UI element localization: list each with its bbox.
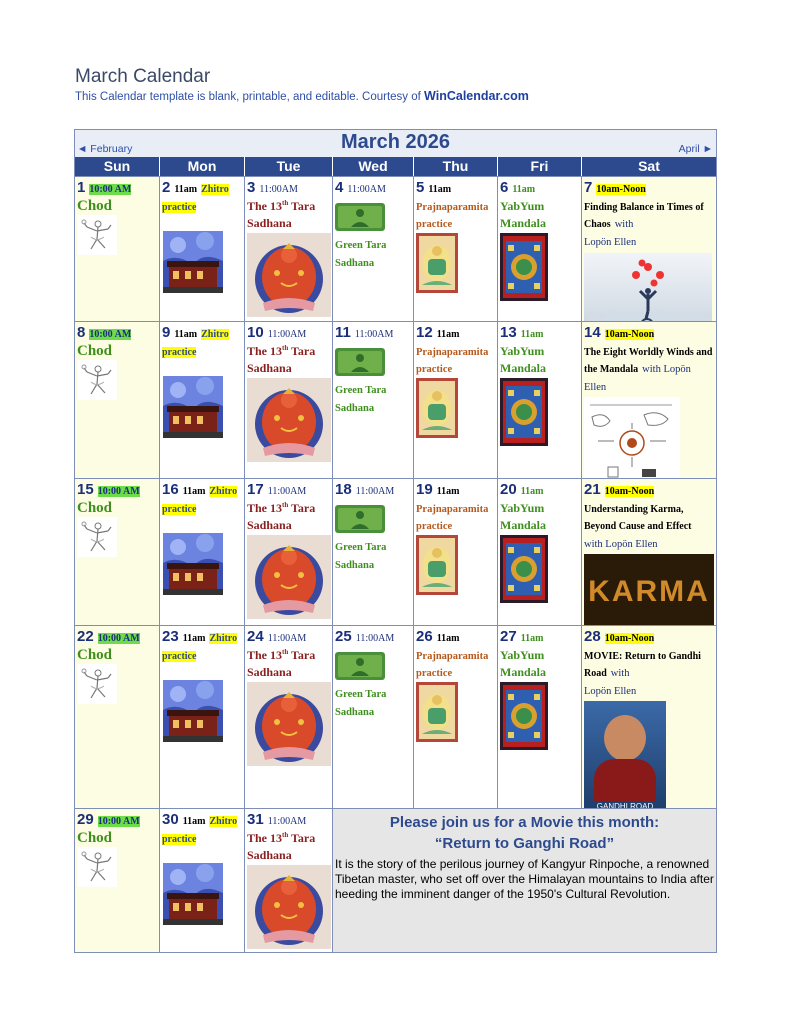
day-cell[interactable] (582, 177, 716, 321)
event-time: 11:00AM (267, 486, 307, 497)
day-cell[interactable] (582, 479, 716, 625)
date-number: 25 (335, 628, 352, 645)
subtitle-text: This Calendar template is blank, printable, and editable. Courtesy of (75, 91, 421, 103)
movie-description: It is the story of the perilous journey of Kangyur Rinpoche, a renowned Tibetan master, who set off over the Himalayan mountains to India after heeding the imminent danger of the 1950's Cultural Revolution. (335, 857, 714, 901)
event-subtitle: Mandala (500, 665, 547, 680)
date-number: 11 (335, 324, 351, 341)
event-title[interactable]: Green Tara (335, 385, 387, 397)
event-title[interactable]: The Eight Worldly Winds and the Mandala (584, 346, 713, 376)
date-number: 6 (500, 179, 509, 196)
event-title[interactable]: YabYum (500, 647, 545, 662)
date-number: 2 (162, 179, 171, 196)
event-time: 10am-Noon (596, 184, 646, 195)
date-number: 28 (584, 628, 601, 645)
page-subtitle (75, 89, 529, 103)
date-number: 29 (77, 811, 94, 828)
day-cell[interactable] (75, 479, 160, 625)
event-title[interactable]: Chod (77, 342, 113, 359)
calendar (74, 129, 717, 953)
event-time: 10:00 AM (97, 633, 140, 644)
day-cell[interactable] (498, 479, 582, 625)
event-title[interactable]: MOVIE: Return to Gandhi Road (584, 650, 701, 680)
day-sun: Sun (75, 157, 160, 176)
karma-image (584, 554, 714, 625)
event-title[interactable]: Green Tara (335, 240, 387, 252)
event-time: 10:00 AM (89, 329, 132, 340)
yabyum-mandala-icon (500, 378, 548, 446)
event-time: 10:00 AM (89, 184, 132, 195)
event-subtitle: Mandala (500, 518, 547, 533)
event-subtitle: Sadhana (247, 665, 292, 680)
day-tue: Tue (245, 157, 333, 176)
event-subtitle: Sadhana (247, 361, 292, 376)
day-mon: Mon (160, 157, 245, 176)
event-title[interactable]: Zhitro (209, 633, 238, 644)
date-number: 15 (77, 481, 94, 498)
dancing-deity-icon (77, 847, 117, 887)
yabyum-mandala-icon (500, 233, 548, 301)
date-number: 26 (416, 628, 433, 645)
event-title[interactable]: Zhitro (201, 184, 229, 195)
day-cell[interactable] (245, 626, 333, 808)
red-tara-icon (247, 378, 331, 462)
day-cell[interactable] (582, 322, 716, 478)
event-subtitle: practice (162, 833, 197, 845)
wincalendar-link[interactable]: WinCalendar.com (424, 89, 529, 103)
event-subtitle: Sadhana (335, 706, 375, 718)
date-number: 5 (416, 179, 425, 196)
next-month-link[interactable]: April ► (678, 143, 713, 155)
event-teacher: Lopön Ellen (584, 685, 637, 697)
event-time: 10:00 AM (97, 816, 140, 827)
calendar-weeks (75, 176, 716, 952)
day-cell[interactable] (333, 322, 414, 478)
event-title[interactable]: Chod (77, 499, 113, 516)
event-title[interactable]: The 13th Tara (247, 830, 316, 845)
event-subtitle: Mandala (500, 216, 547, 231)
day-cell[interactable] (75, 322, 160, 478)
day-cell[interactable] (333, 177, 414, 321)
prev-month-link[interactable]: ◄ February (77, 143, 133, 155)
date-number: 10 (247, 324, 264, 341)
event-time: 11am (182, 816, 206, 827)
event-subtitle: practice (416, 668, 453, 680)
day-wed: Wed (333, 157, 414, 176)
day-cell[interactable] (160, 626, 245, 808)
event-time: 10am-Noon (604, 633, 655, 644)
event-time: 10am-Noon (604, 486, 655, 497)
event-title[interactable]: Zhitro (201, 329, 229, 340)
karma-text: KARMA (588, 574, 710, 608)
day-cell[interactable] (414, 626, 498, 808)
poster-title: GANDHI ROAD (596, 801, 654, 808)
yabyum-mandala-icon (500, 535, 548, 603)
day-thu: Thu (414, 157, 498, 176)
event-title[interactable]: The 13th Tara (247, 343, 316, 358)
green-tara-icon (335, 505, 385, 533)
day-cell[interactable] (245, 479, 333, 625)
dancing-deity-icon (77, 517, 117, 557)
day-cell[interactable] (582, 626, 716, 808)
day-cell[interactable] (160, 322, 245, 478)
red-tara-icon (247, 535, 331, 619)
event-time: 10:00 AM (97, 486, 140, 497)
date-number: 8 (77, 324, 86, 341)
date-number: 9 (162, 324, 171, 341)
day-cell[interactable] (498, 626, 582, 808)
page-title: March Calendar (75, 66, 211, 87)
week-row (75, 321, 716, 478)
day-cell[interactable] (160, 177, 245, 321)
event-title[interactable]: Green Tara (335, 542, 387, 554)
date-number: 4 (335, 179, 344, 196)
day-cell[interactable] (414, 479, 498, 625)
event-title[interactable]: YabYum (500, 343, 545, 358)
prajnaparamita-icon (416, 233, 458, 293)
calendar-header (75, 130, 716, 157)
date-number: 18 (335, 481, 352, 498)
event-subtitle: practice (162, 201, 197, 213)
event-time: 11am (428, 184, 452, 195)
event-subtitle: Sadhana (247, 518, 292, 533)
day-cell[interactable] (245, 177, 333, 321)
event-title[interactable]: Understanding Karma, Beyond Cause and Effect (584, 503, 692, 533)
event-time: 11am (174, 329, 198, 340)
date-number: 22 (77, 628, 94, 645)
day-sat: Sat (638, 158, 660, 174)
dancing-deity-icon (77, 360, 117, 400)
day-cell[interactable] (75, 809, 160, 952)
event-subtitle: practice (416, 219, 453, 231)
red-tara-icon (247, 865, 331, 949)
event-title[interactable]: Prajnaparamita (416, 201, 489, 213)
event-with: with Lopön Ellen (584, 538, 658, 550)
week-row (75, 478, 716, 625)
event-time: 11am (436, 633, 460, 644)
temple-icon (163, 863, 223, 925)
red-tara-icon (247, 682, 331, 766)
event-time: 11:00AM (355, 633, 395, 644)
date-number: 16 (162, 481, 179, 498)
event-time: 11am (182, 486, 206, 497)
prajnaparamita-icon (416, 682, 458, 742)
date-number: 23 (162, 628, 179, 645)
event-with: with (614, 219, 634, 231)
event-time: 11am (182, 633, 206, 644)
event-title[interactable]: Chod (77, 829, 113, 846)
event-subtitle: Sadhana (335, 559, 375, 571)
worldly-winds-sketch-icon (584, 397, 680, 478)
event-subtitle: Sadhana (335, 402, 375, 414)
movie-announcement (333, 809, 716, 952)
dancing-deity-icon (77, 215, 117, 255)
day-cell[interactable] (414, 177, 498, 321)
event-subtitle: practice (162, 650, 197, 662)
event-teacher: Lopön Ellen (584, 236, 637, 248)
event-with: with Lopön Ellen (584, 364, 691, 393)
event-time: 11:00AM (267, 816, 307, 827)
date-number: 13 (500, 324, 517, 341)
event-title[interactable]: Prajnaparamita (416, 346, 489, 358)
event-title[interactable]: The 13th Tara (247, 647, 316, 662)
day-cell[interactable] (75, 177, 160, 321)
event-title[interactable]: Finding Balance in Times of Chaos (584, 201, 704, 231)
temple-icon (163, 376, 223, 438)
event-subtitle: Mandala (500, 361, 547, 376)
temple-icon (163, 533, 223, 595)
event-subtitle: practice (416, 364, 453, 376)
event-subtitle: practice (162, 346, 197, 358)
date-number: 14 (584, 324, 601, 341)
day-cell[interactable] (160, 809, 245, 952)
event-time: 11am (520, 633, 544, 644)
movie-title: “Return to Ganghi Road” (434, 835, 615, 852)
date-number: 7 (584, 179, 593, 196)
event-title[interactable]: Prajnaparamita (416, 650, 489, 662)
date-number: 20 (500, 481, 517, 498)
event-with: with (610, 668, 630, 680)
event-title[interactable]: The 13th Tara (247, 198, 316, 213)
event-title[interactable]: Prajnaparamita (416, 503, 489, 515)
event-subtitle: Sadhana (247, 216, 292, 231)
date-number: 12 (416, 324, 433, 341)
event-subtitle: Sadhana (335, 257, 375, 269)
event-title[interactable]: Zhitro (209, 816, 238, 827)
day-cell[interactable] (414, 322, 498, 478)
weekday-header (75, 157, 716, 176)
day-cell[interactable] (245, 809, 333, 952)
date-number: 19 (416, 481, 433, 498)
event-time: 11am (174, 184, 198, 195)
day-cell[interactable] (75, 626, 160, 808)
yabyum-mandala-icon (500, 682, 548, 750)
event-title[interactable]: Chod (77, 197, 113, 214)
prajnaparamita-icon (416, 535, 458, 595)
green-tara-icon (335, 348, 385, 376)
green-tara-icon (335, 203, 385, 231)
day-cell[interactable] (160, 479, 245, 625)
event-time: 11am (520, 329, 544, 340)
day-cell[interactable] (498, 177, 582, 321)
event-title[interactable]: Green Tara (335, 689, 387, 701)
date-number: 31 (247, 811, 264, 828)
event-time: 11:00AM (347, 184, 386, 195)
event-title[interactable]: The 13th Tara (247, 500, 316, 515)
event-title[interactable]: YabYum (500, 500, 545, 515)
date-number: 17 (247, 481, 264, 498)
event-title[interactable]: Zhitro (209, 486, 238, 497)
event-time: 11:00AM (259, 184, 298, 195)
event-title[interactable]: YabYum (500, 198, 545, 213)
day-cell[interactable] (333, 626, 414, 808)
event-time: 11am (512, 184, 536, 195)
event-time: 11am (436, 486, 460, 497)
date-number: 27 (500, 628, 517, 645)
movie-poster (584, 701, 666, 808)
day-cell[interactable] (245, 322, 333, 478)
event-time: 11:00AM (267, 329, 307, 340)
date-number: 3 (247, 179, 256, 196)
event-time: 10am-Noon (604, 329, 655, 340)
temple-icon (163, 680, 223, 742)
week-row (75, 176, 716, 321)
event-time: 11:00AM (355, 486, 395, 497)
date-number: 1 (77, 179, 86, 196)
date-number: 24 (247, 628, 264, 645)
event-time: 11am (520, 486, 544, 497)
week-row (75, 625, 716, 808)
temple-icon (163, 231, 223, 293)
event-title[interactable]: Chod (77, 646, 113, 663)
week-row (75, 808, 716, 952)
event-subtitle: Sadhana (247, 848, 292, 863)
movie-heading: Please join us for a Movie this month: (389, 814, 660, 831)
prajnaparamita-icon (416, 378, 458, 438)
red-tara-icon (247, 233, 331, 317)
green-tara-icon (335, 652, 385, 680)
date-number: 30 (162, 811, 179, 828)
unicycle-juggler-icon (584, 253, 712, 321)
calendar-title: March 2026 (341, 131, 450, 153)
event-time: 11:00AM (267, 633, 307, 644)
event-time: 11am (436, 329, 460, 340)
day-cell[interactable] (498, 322, 582, 478)
date-number: 21 (584, 481, 601, 498)
event-subtitle: practice (162, 503, 197, 515)
day-fri: Fri (498, 157, 582, 176)
day-cell[interactable] (333, 479, 414, 625)
event-subtitle: practice (416, 521, 453, 533)
event-time: 11:00AM (354, 329, 394, 340)
dancing-deity-icon (77, 664, 117, 704)
